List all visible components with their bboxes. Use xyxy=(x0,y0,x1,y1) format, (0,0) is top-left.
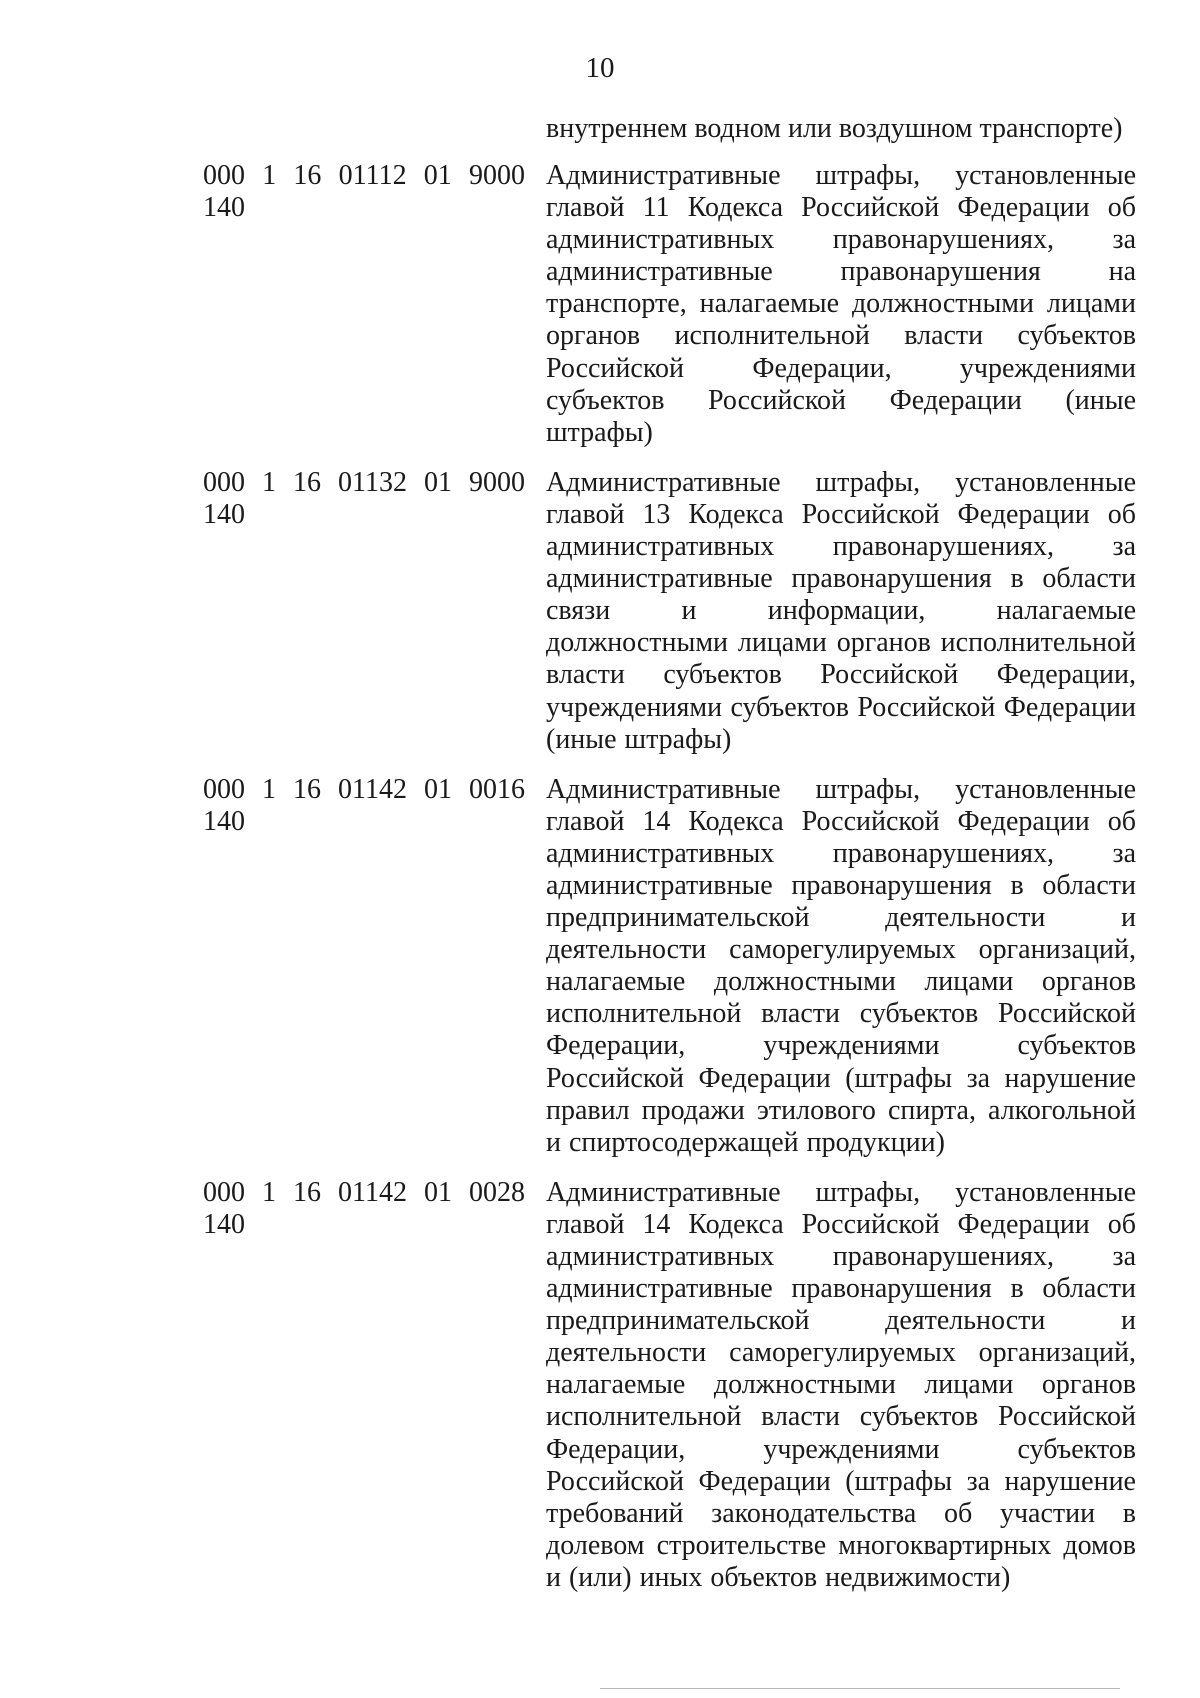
scan-edge-line xyxy=(600,1688,1120,1689)
budget-classification-table xyxy=(0,160,1200,1612)
code-suffix: 140 xyxy=(203,1208,245,1240)
row-description: Административные штрафы, установленные главой 11 Кодекса Российской Федерации об административных правонарушениях, за административные правонарушения на транспорте, налагаемые должностными лицами органов исполнительной власти субъектов Российской Федерации, учреждениями субъектов Российской Федерации (иные штрафы) xyxy=(546,160,1136,448)
classification-code xyxy=(203,1177,525,1594)
code-line: 000 1 16 01112 01 9000 xyxy=(203,160,525,191)
row-description: Административные штрафы, установленные главой 14 Кодекса Российской Федерации об административных правонарушениях, за административные правонарушения в области предпринимательской деятельности и деятельности саморегулируемых организаций, налагаемые должностными лицами органов исполнительной власти субъектов Российской Федерации, учреждениями субъектов Российской Федерации (штрафы за нарушение требований законодательства об участии в долевом строительстве многоквартирных домов и (или) иных объектов недвижимости) xyxy=(546,1176,1136,1593)
page-number: 10 xyxy=(585,52,615,84)
table-row xyxy=(0,774,1200,1159)
continuation-text: внутреннем водном или воздушном транспорте) xyxy=(546,113,1123,144)
table-row xyxy=(0,467,1200,756)
table-row xyxy=(0,1177,1200,1594)
code-suffix: 140 xyxy=(203,192,245,223)
row-description: Административные штрафы, установленные главой 13 Кодекса Российской Федерации об административных правонарушениях, за административные правонарушения в области связи и информации, налагаемые должностными лицами органов исполнительной власти субъектов Российской Федерации, учреждениями субъектов Российской Федерации (иные штрафы) xyxy=(546,466,1136,755)
code-suffix: 140 xyxy=(203,498,245,530)
code-suffix: 140 xyxy=(203,805,245,837)
code-line: 000 1 16 01142 01 0028 xyxy=(203,1176,525,1208)
classification-code xyxy=(203,160,525,449)
row-description: Административные штрафы, установленные главой 14 Кодекса Российской Федерации об административных правонарушениях, за административные правонарушения в области предпринимательской деятельности и деятельности саморегулируемых организаций, налагаемые должностными лицами органов исполнительной власти субъектов Российской Федерации, учреждениями субъектов Российской Федерации (штрафы за нарушение правил продажи этилового спирта, алкогольной и спиртосодержащей продукции) xyxy=(546,773,1136,1158)
code-line: 000 1 16 01142 01 0016 xyxy=(203,773,525,805)
classification-code xyxy=(203,467,525,756)
code-line: 000 1 16 01132 01 9000 xyxy=(203,466,525,498)
table-row xyxy=(0,160,1200,449)
classification-code xyxy=(203,774,525,1159)
